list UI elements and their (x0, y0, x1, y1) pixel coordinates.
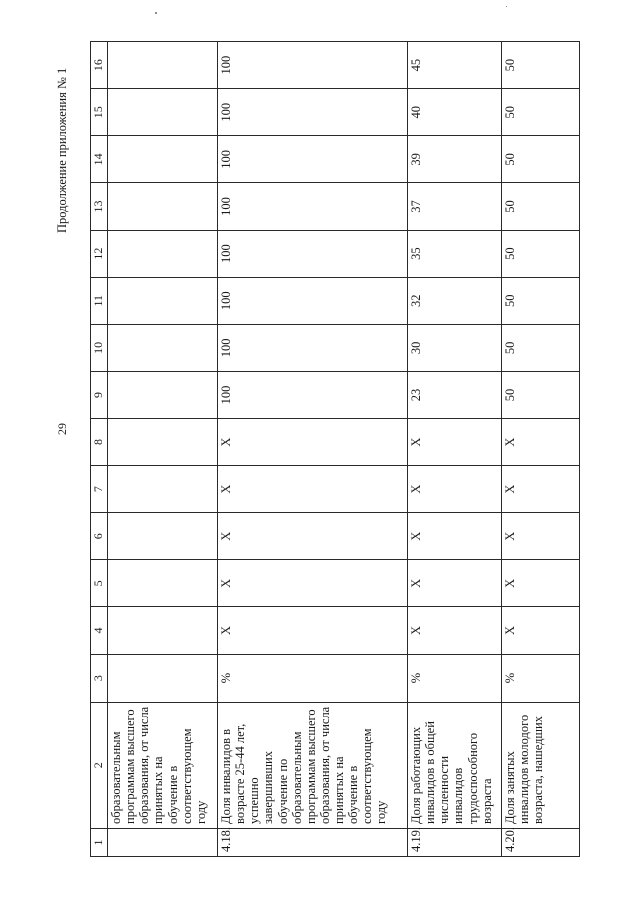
value-cell: 50 (502, 136, 580, 183)
value-cell: Х (408, 560, 502, 607)
value-cell: Х (408, 466, 502, 513)
header-cell: 4 (91, 607, 108, 654)
value-cell: 40 (408, 89, 502, 136)
value-cell (108, 513, 218, 560)
header-cell: 16 (91, 42, 108, 89)
value-cell: 100 (218, 230, 408, 277)
indicator-name: Доля инвалидов в возрасте 25-44 лет, успешно завершивших обучение по образовательным программам высшего образования, от числа принятых на обучение в соответствующем году (218, 702, 408, 828)
scan-speck (155, 12, 157, 14)
table-row (218, 42, 408, 857)
value-cell: 100 (218, 277, 408, 324)
header-cell: 15 (91, 89, 108, 136)
value-cell: Х (218, 466, 408, 513)
value-cell: 32 (408, 277, 502, 324)
value-cell (108, 607, 218, 654)
value-cell (108, 230, 218, 277)
value-cell: Х (408, 513, 502, 560)
value-cell: Х (408, 607, 502, 654)
header-cell: 10 (91, 324, 108, 371)
value-cell (108, 42, 218, 89)
value-cell: 50 (502, 324, 580, 371)
table-header (91, 42, 108, 857)
value-cell: 100 (218, 371, 408, 418)
indicator-name: Доля работающих инвалидов в общей численности инвалидов трудоспособного возраста (408, 702, 502, 828)
header-cell: 11 (91, 277, 108, 324)
row-number: 4.20. (502, 828, 580, 856)
header-cell: 6 (91, 513, 108, 560)
table-row (408, 42, 502, 857)
header-cell: 9 (91, 371, 108, 418)
row-number: 4.19. (408, 828, 502, 856)
value-cell: Х (502, 466, 580, 513)
header-cell: 5 (91, 560, 108, 607)
header-cell: 2 (91, 702, 108, 828)
value-cell: Х (218, 607, 408, 654)
value-cell: Х (218, 560, 408, 607)
value-cell: Х (408, 418, 502, 465)
value-cell (108, 89, 218, 136)
value-cell: 50 (502, 277, 580, 324)
value-cell: Х (218, 513, 408, 560)
header-cell: 3 (91, 654, 108, 702)
header-row (91, 42, 108, 857)
value-cell: 100 (218, 42, 408, 89)
table-row (502, 42, 580, 857)
value-cell (108, 324, 218, 371)
data-table (90, 41, 580, 857)
header-cell: 7 (91, 466, 108, 513)
page-number: 29 (55, 423, 69, 435)
value-cell: 50 (502, 371, 580, 418)
row-number: 4.18. (218, 828, 408, 856)
indicator-name: образовательным программам высшего образования, от числа принятых на обучение в соответствующем году (108, 702, 218, 828)
value-cell: 100 (218, 324, 408, 371)
value-cell: Х (502, 513, 580, 560)
value-cell (108, 466, 218, 513)
value-cell: 23 (408, 371, 502, 418)
value-cell (108, 418, 218, 465)
value-cell (108, 560, 218, 607)
scan-speck (506, 6, 507, 7)
value-cell: 100 (218, 89, 408, 136)
header-cell: 8 (91, 418, 108, 465)
unit-cell (108, 654, 218, 702)
value-cell: Х (218, 418, 408, 465)
value-cell (108, 136, 218, 183)
value-cell: 100 (218, 136, 408, 183)
unit-cell: % (218, 654, 408, 702)
header-cell: 12 (91, 230, 108, 277)
value-cell: 50 (502, 183, 580, 230)
unit-cell: % (502, 654, 580, 702)
header-cell: 14 (91, 136, 108, 183)
value-cell: 50 (502, 230, 580, 277)
value-cell (108, 371, 218, 418)
table-row (108, 42, 218, 857)
value-cell (108, 183, 218, 230)
value-cell: 37 (408, 183, 502, 230)
value-cell: 100 (218, 183, 408, 230)
header-cell: 1 (91, 828, 108, 856)
value-cell: 30 (408, 324, 502, 371)
page-heading: Продолжение приложения № 1 (55, 67, 69, 233)
unit-cell: % (408, 654, 502, 702)
value-cell: 35 (408, 230, 502, 277)
value-cell: 50 (502, 42, 580, 89)
row-number (108, 828, 218, 856)
value-cell (108, 277, 218, 324)
value-cell: Х (502, 560, 580, 607)
value-cell: Х (502, 607, 580, 654)
indicator-name: Доля занятых инвалидов молодого возраста, нашедших (502, 702, 580, 828)
value-cell: Х (502, 418, 580, 465)
value-cell: 50 (502, 89, 580, 136)
value-cell: 45 (408, 42, 502, 89)
header-cell: 13 (91, 183, 108, 230)
value-cell: 39 (408, 136, 502, 183)
